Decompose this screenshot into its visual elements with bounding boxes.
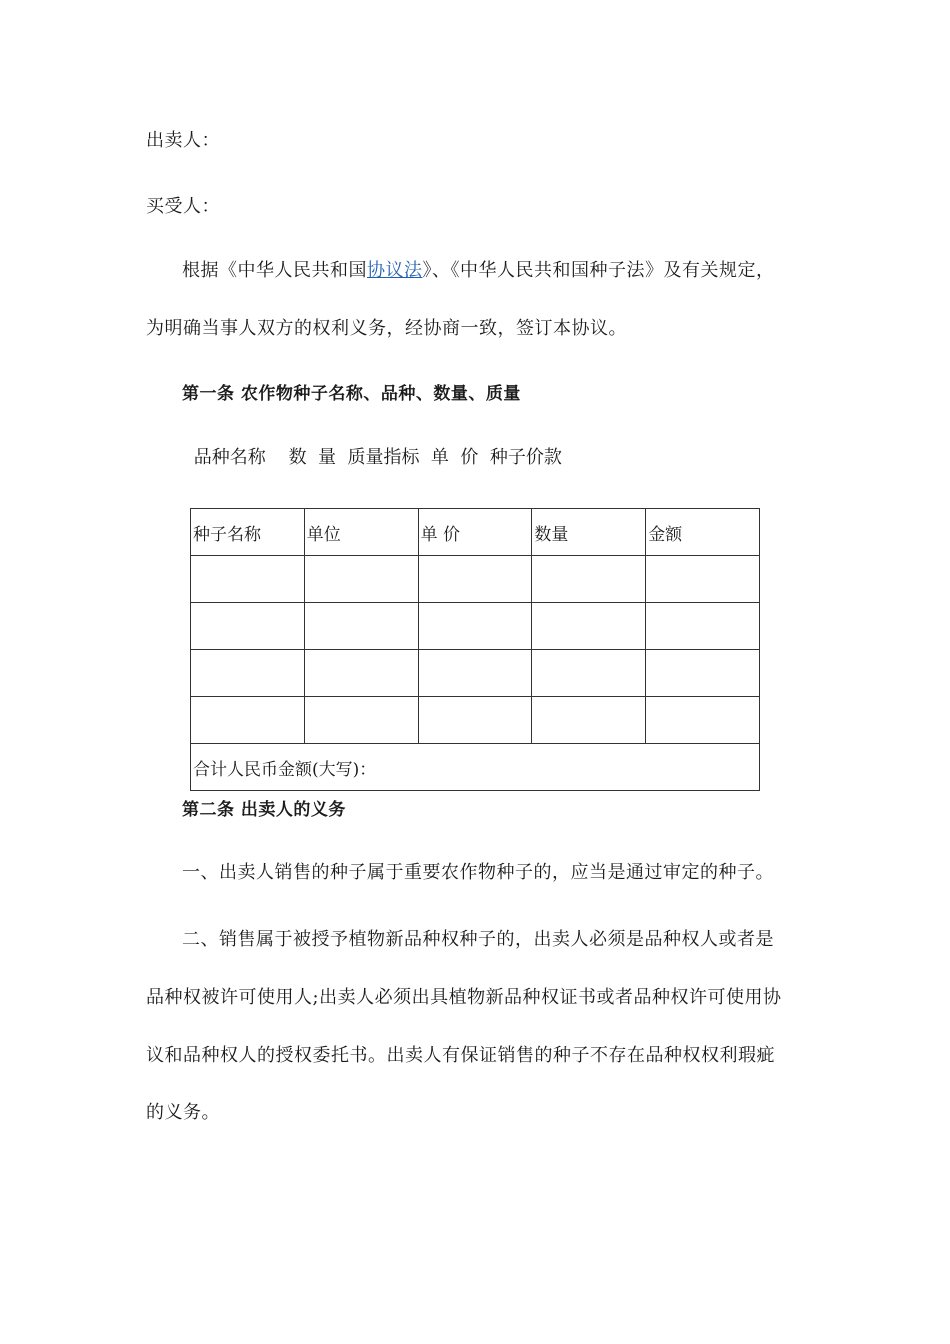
table-cell: [418, 697, 532, 744]
buyer-label: 买受人：: [146, 196, 220, 217]
header-unit: 单位: [304, 509, 418, 556]
intro-text-a: 根据《中华人民共和国: [182, 260, 367, 281]
table-cell: [304, 650, 418, 697]
clause-2-line-3: 议和品种权人的授权委托书。出卖人有保证销售的种子不存在品种权权利瑕疵: [146, 1045, 775, 1066]
clause-2-line-4: 的义务。: [146, 1102, 220, 1123]
header-amount: 金额: [646, 509, 760, 556]
table-cell: [304, 603, 418, 650]
table-cell: [191, 603, 305, 650]
intro-line-1: [182, 256, 775, 282]
header-seed-name: 种子名称: [191, 509, 305, 556]
table-cell: [532, 697, 646, 744]
intro-text-b: 》、《中华人民共和国种子法》及有关规定，: [422, 260, 775, 281]
table-row: [191, 603, 760, 650]
seed-table: [190, 508, 760, 791]
table-cell: [646, 556, 760, 603]
total-amount-label: 合计人民币金额(大写)：: [191, 744, 760, 791]
contract-law-link[interactable]: 协议法: [367, 260, 423, 281]
table-total-row: [191, 744, 760, 791]
table-cell: [646, 603, 760, 650]
table-cell: [191, 556, 305, 603]
table-cell: [191, 697, 305, 744]
clause-2-line-1: 二、销售属于被授予植物新品种权种子的，出卖人必须是品种权人或者是: [182, 929, 774, 950]
header-quantity: 数量: [532, 509, 646, 556]
table-row: [191, 556, 760, 603]
header-unit-price: 单 价: [418, 509, 532, 556]
table-cell: [304, 556, 418, 603]
table-cell: [418, 603, 532, 650]
column-labels: 品种名称 数 量 质量指标 单 价 种子价款: [188, 447, 562, 468]
intro-line-2: 为明确当事人双方的权利义务，经协商一致，签订本协议。: [146, 318, 627, 339]
table-cell: [532, 556, 646, 603]
clause-1: 一、出卖人销售的种子属于重要农作物种子的，应当是通过审定的种子。: [182, 862, 774, 883]
table-cell: [532, 603, 646, 650]
table-cell: [646, 697, 760, 744]
table-cell: [418, 556, 532, 603]
table-cell: [418, 650, 532, 697]
table-row: [191, 697, 760, 744]
table-cell: [646, 650, 760, 697]
seller-label: 出卖人：: [146, 130, 220, 151]
table-cell: [191, 650, 305, 697]
article2-title: 第二条 出卖人的义务: [182, 800, 346, 820]
table-cell: [304, 697, 418, 744]
article1-title: 第一条 农作物种子名称、品种、数量、质量: [182, 384, 521, 404]
clause-2-line-2: 品种权被许可使用人;出卖人必须出具植物新品种权证书或者品种权许可使用协: [146, 987, 782, 1008]
table-header-row: [191, 509, 760, 556]
table-cell: [532, 650, 646, 697]
table-row: [191, 650, 760, 697]
